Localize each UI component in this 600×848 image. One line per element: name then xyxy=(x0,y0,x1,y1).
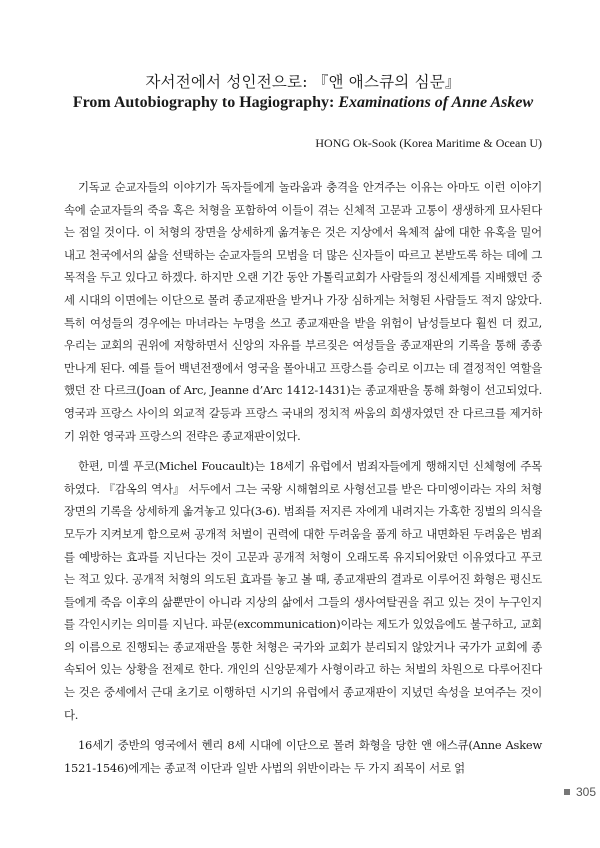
square-bullet-icon xyxy=(564,789,570,795)
paragraph-2: 한편, 미셸 푸코(Michel Foucault)는 18세기 유럽에서 범죄자들에게 행해지던 신체형에 주목하였다. 『감옥의 역사』 서두에서 그는 국왕 시해혐의로 사형선고를 받은 다미엥이라는 자의 처형장면의 기록을 상세하게 옮겨놓고 있다(3-6). 범죄를 저지른 자에게 내려지는 가혹한 징벌의 의식을 모두가 지켜보게 함으로써 공개적 처벌이 권력에 대한 두려움을 품게 하고 내면화된 두려움은 범죄를 예방하는 효과를 지닌다는 것이 고문과 공개적 처형이 오래도록 유지되어왔던 이유였다고 푸코는 적고 있다. 공개적 처형의 의도된 효과를 놓고 볼 때, 종교재판의 결과로 이루어진 화형은 평신도들에게 죽음 이후의 삶뿐만이 아니라 지상의 삶에서 그들의 생사여탈권을 쥐고 있는 것이 누구인지를 각인시키는 의미를 지닌다. 파문(excommunication)이라는 제도가 있었음에도 불구하고, 교회의 이름으로 진행되는 종교재판을 통한 처형은 국가와 교회가 분리되지 않았거나 국가가 교회에 종속되어 있는 상황을 전제로 한다. 개인의 신앙문제가 사형이라고 하는 처벌의 차원으로 다루어진다는 것은 중세에서 근대 초기로 이행하던 시기의 유럽에서 종교재판이 지녔던 속성을 보여주는 것이다. xyxy=(64,459,542,722)
paper-page xyxy=(64,0,542,848)
title-english xyxy=(64,94,542,112)
page-footer xyxy=(564,785,596,799)
title-english-italic: Examinations of Anne Askew xyxy=(338,94,534,111)
paragraph-3: 16세기 중반의 영국에서 헨리 8세 시대에 이단으로 몰려 화형을 당한 앤 애스큐(Anne Askew 1521-1546)에게는 종교적 이단과 일반 사법의 위반이라는 두 가지 죄목이 서로 얽 xyxy=(64,738,542,775)
page-number: 305 xyxy=(575,785,596,799)
title-english-main: From Autobiography to Hagiography: xyxy=(72,94,339,111)
paragraph-1: 기독교 순교자들의 이야기가 독자들에게 놀라움과 충격을 안겨주는 이유는 아마도 이런 이야기 속에 순교자들의 죽음 혹은 처형을 포함하여 이들이 겪는 신체적 고문과 고통이 생생하게 묘사된다는 점일 것이다. 이 처형의 장면을 상세하게 옮겨놓은 것은 지상에서 육체적 삶에 대한 유혹을 밀어내고 천국에서의 삶을 선택하는 순교자들의 모범을 더 많은 신자들이 따르고 본받도록 하는 데에 그 목적을 두고 있다고 하겠다. 하지만 오랜 기간 동안 가톨릭교회가 사람들의 정신세계를 지배했던 중세 시대의 이면에는 이단으로 몰려 종교재판을 받거나 가장 심하게는 처형된 사람들도 적지 않았다. 특히 여성들의 경우에는 마녀라는 누명을 쓰고 종교재판을 받을 위험이 남성들보다 훨씬 더 컸고, 우리는 교회의 권위에 저항하면서 신앙의 자유를 부르짖은 여성들을 종교재판의 기록을 통해 종종 만나게 된다. 예를 들어 백년전쟁에서 영국을 몰아내고 프랑스를 승리로 이끄는 데 결정적인 역할을 했던 잔 다르크(Joan of Arc, Jeanne d’Arc 1412-1431)는 종교재판을 통해 화형이 선고되었다. 영국과 프랑스 사이의 외교적 갈등과 프랑스 국내의 정치적 싸움의 희생자였던 잔 다르크를 제거하기 위한 영국과 프랑스의 전략은 종교재판이었다. xyxy=(64,180,542,443)
title-korean: 자서전에서 성인전으로: 『앤 애스큐의 심문』 xyxy=(145,73,461,91)
author-line: HONG Ok-Sook (Korea Maritime & Ocean U) xyxy=(315,136,542,150)
body-text xyxy=(64,176,542,787)
